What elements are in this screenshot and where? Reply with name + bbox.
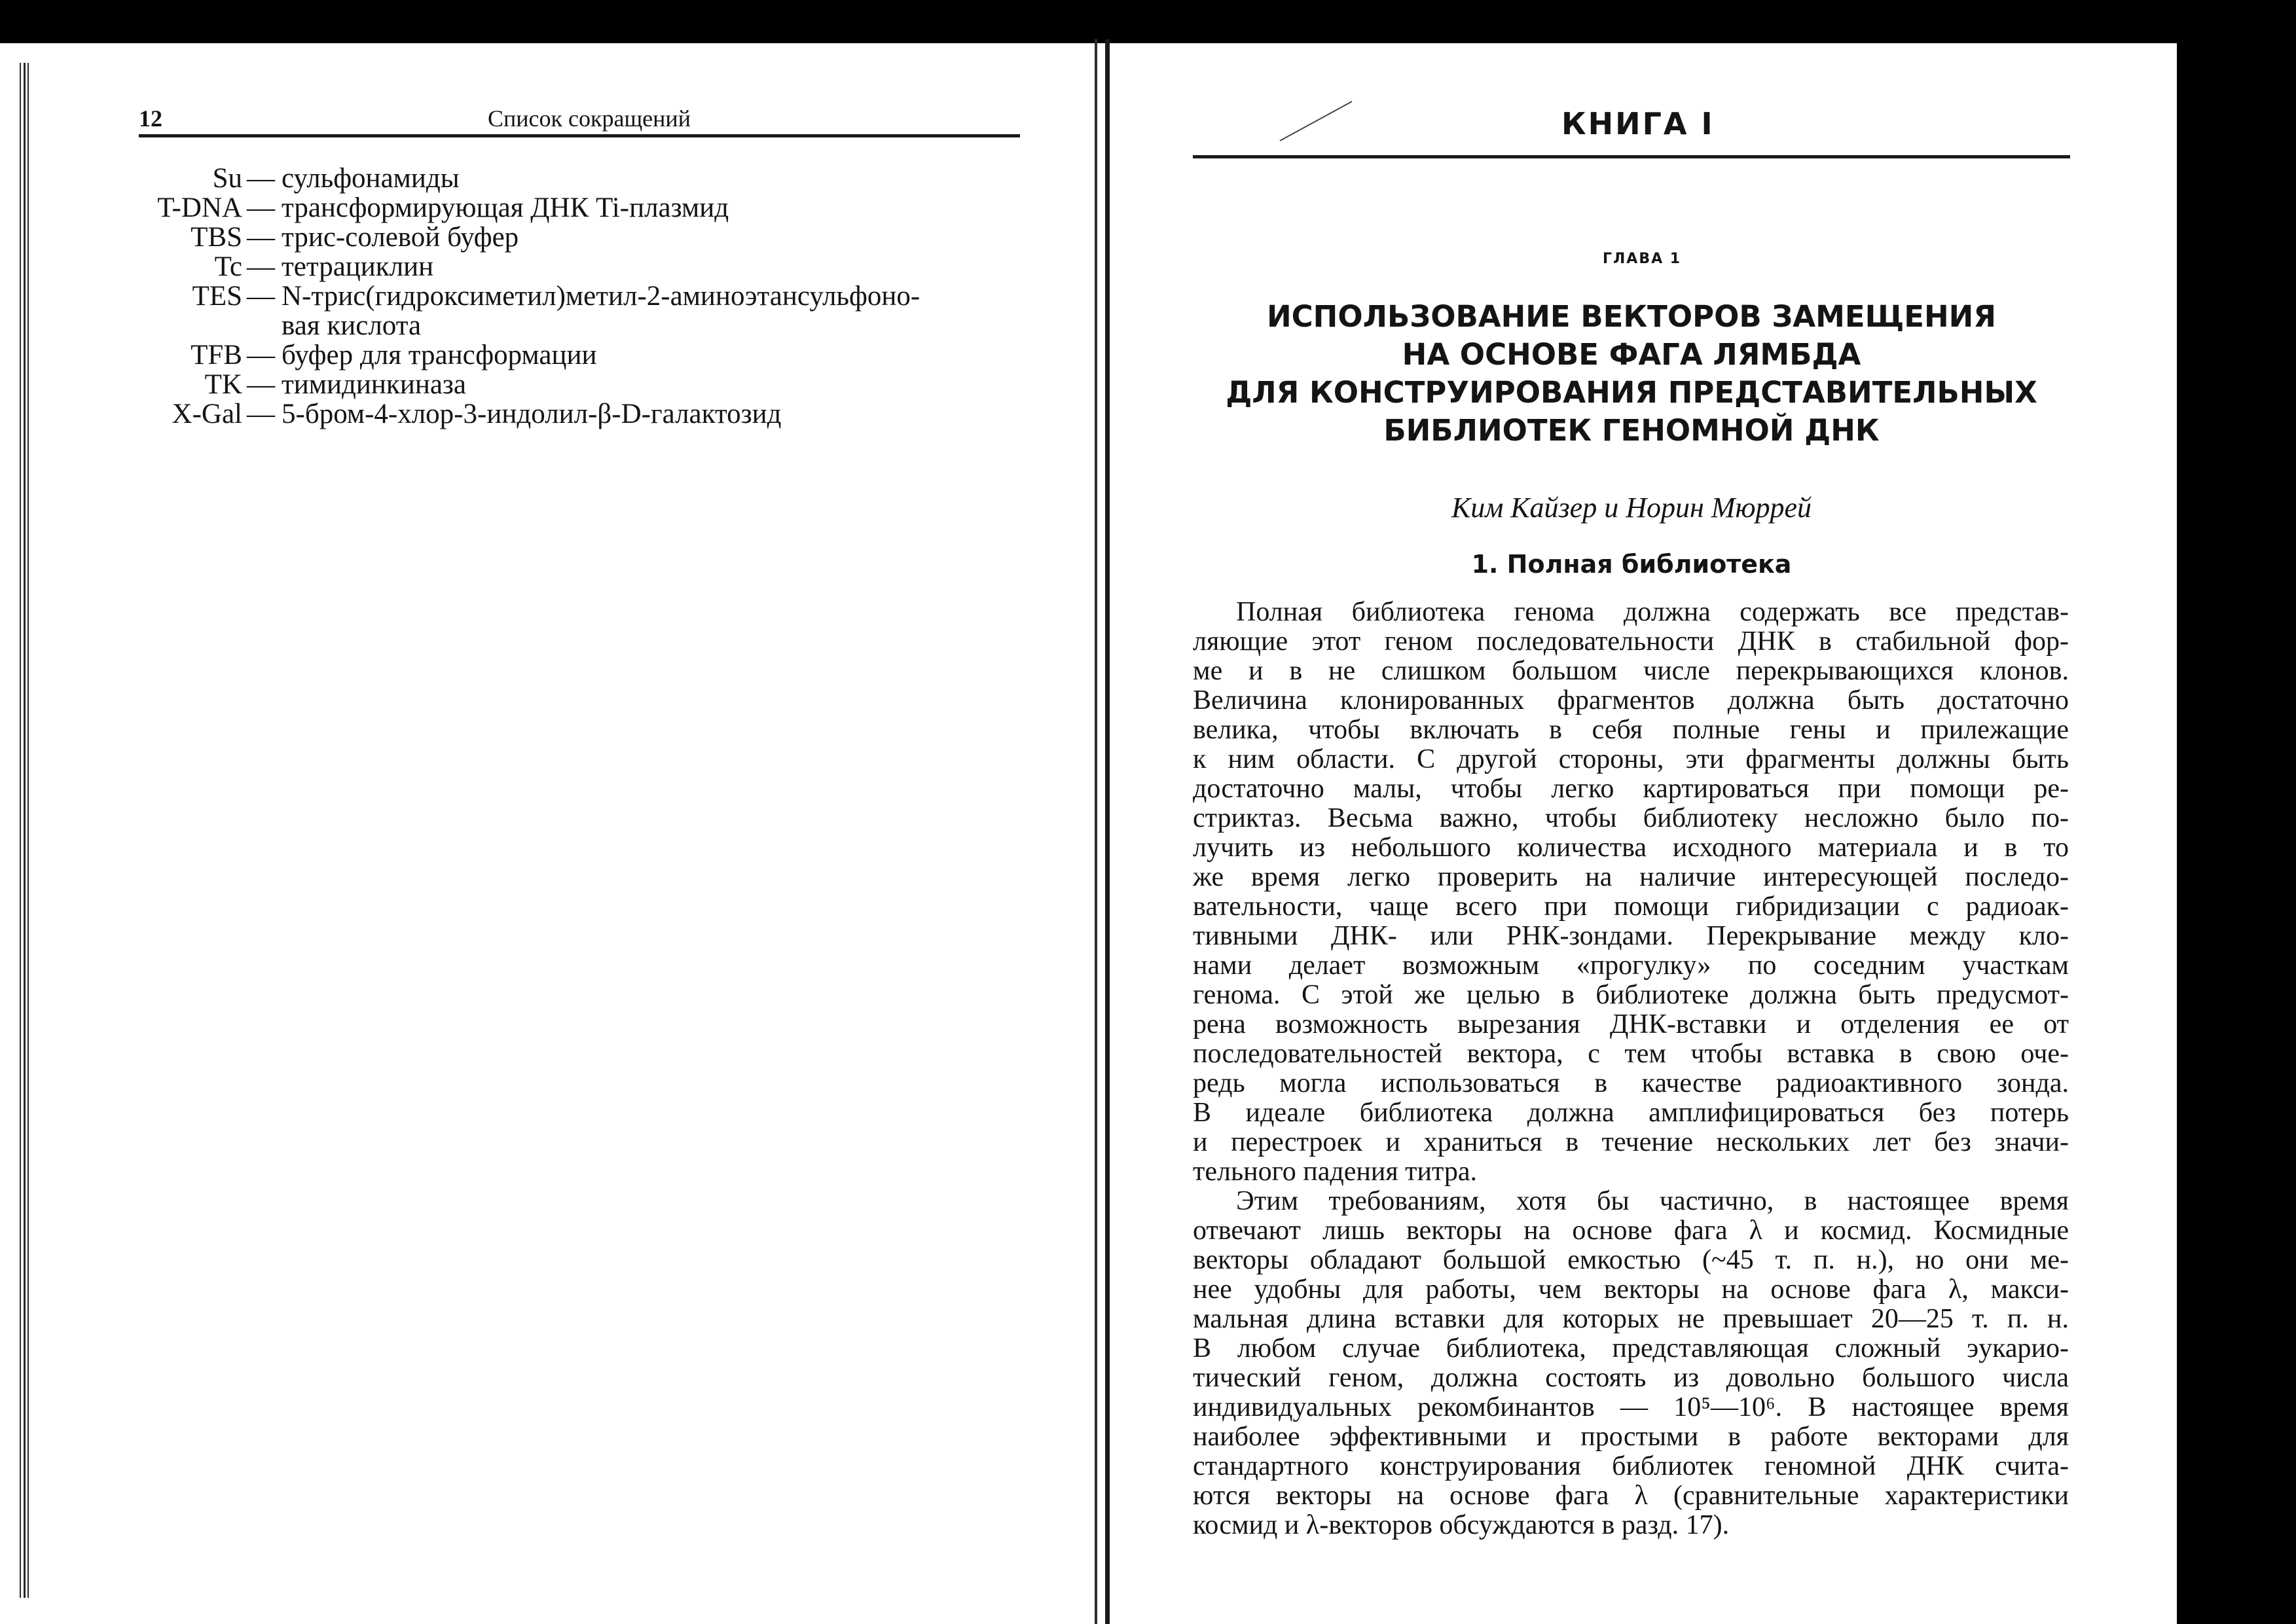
- abbreviation-row: [0, 164, 1021, 193]
- chapter-title: [1193, 298, 2070, 450]
- title-rule: [1193, 155, 2070, 158]
- running-head: Список сокращений: [488, 105, 691, 132]
- body-line: достаточно малы, чтобы легко картироваться при помощи ре-: [1193, 774, 2069, 804]
- chapter-title-line: БИБЛИОТЕК ГЕНОМНОЙ ДНК: [1383, 413, 1880, 448]
- body-text: [1193, 598, 2069, 1540]
- abbreviation-dash: —: [247, 163, 275, 194]
- abbreviation-dash: —: [247, 222, 275, 253]
- body-line: последовательностей вектора, с тем чтобы вставка в свою оче-: [1193, 1039, 2069, 1069]
- page-number: 12: [139, 105, 162, 132]
- body-line: наиболее эффективными и простыми в работе векторами для: [1193, 1422, 2069, 1452]
- abbreviation-term: TK: [204, 369, 242, 400]
- abbreviation-term: TBS: [191, 222, 242, 253]
- chapter-label: ГЛАВА 1: [1603, 251, 1682, 267]
- body-line: редь могла использоваться в качестве радиоактивного зонда.: [1193, 1068, 2069, 1098]
- body-line: индивидуальных рекомбинантов — 10⁵—10⁶. В настоящее время: [1193, 1392, 2069, 1422]
- chapter-title-line: ИСПОЛЬЗОВАНИЕ ВЕКТОРОВ ЗАМЕЩЕНИЯ: [1266, 299, 1996, 334]
- body-line: велика, чтобы включать в себя полные гены и прилежащие: [1193, 715, 2069, 745]
- body-line: генома. С этой же целью в библиотеке должна быть предусмот-: [1193, 980, 2069, 1010]
- abbreviation-row: [0, 340, 1021, 370]
- body-line: отвечают лишь векторы на основе фага λ и космид. Космидные: [1193, 1216, 2069, 1246]
- abbreviation-dash: —: [247, 340, 275, 370]
- abbreviation-definition: вая кислота: [282, 310, 422, 341]
- book-gutter-right: [1105, 39, 1110, 1624]
- abbreviation-definition: тимидинкиназа: [282, 369, 466, 400]
- abbreviation-definition: трансформирующая ДНК Ti-плазмид: [282, 192, 729, 223]
- abbreviation-definition: тетрациклин: [282, 251, 434, 282]
- abbreviation-row: [0, 370, 1021, 399]
- abbreviation-dash: —: [247, 281, 275, 312]
- abbreviation-term: Tc: [214, 251, 242, 282]
- body-line: ме и в не слишком большом числе перекрывающихся клонов.: [1193, 656, 2069, 686]
- body-line: ются векторы на основе фага λ (сравнительные характеристики: [1193, 1481, 2069, 1511]
- body-line: мальная длина вставки для которых не превышает 20—25 т. п. н.: [1193, 1304, 2069, 1334]
- abbreviation-list: [0, 164, 1021, 429]
- body-line: лучить из небольшого количества исходного материала и в то: [1193, 833, 2069, 863]
- abbreviation-row: [0, 281, 1021, 311]
- abbreviation-term: T-DNA: [157, 192, 242, 223]
- body-line: ляющие этот геном последовательности ДНК в стабильной фор-: [1193, 626, 2069, 657]
- abbreviation-definition: 5-бром-4-хлор-3-индолил-β-D-галактозид: [282, 399, 782, 429]
- abbreviation-row: [0, 193, 1021, 223]
- body-line: Полная библиотека генома должна содержать все представ-: [1236, 597, 2069, 627]
- abbreviation-term: TES: [192, 281, 242, 312]
- chapter-title-line: ДЛЯ КОНСТРУИРОВАНИЯ ПРЕДСТАВИТЕЛЬНЫХ: [1226, 375, 2037, 410]
- body-line: векторы обладают большой емкостью (~45 т. п. н.), но они ме-: [1193, 1245, 2069, 1275]
- body-line: вательности, чаще всего при помощи гибридизации с радиоак-: [1193, 892, 2069, 922]
- body-line: Величина клонированных фрагментов должна быть достаточно: [1193, 685, 2069, 715]
- pen-mark: [1277, 98, 1355, 144]
- abbreviation-dash: —: [247, 399, 275, 429]
- abbreviation-dash: —: [247, 251, 275, 282]
- section-heading: 1. Полная библиотека: [1471, 550, 1792, 579]
- abbreviation-row: [0, 252, 1021, 281]
- body-line: же время легко проверить на наличие интересующей последо-: [1193, 862, 2069, 892]
- chapter-title-line: НА ОСНОВЕ ФАГА ЛЯМБДА: [1402, 337, 1861, 372]
- body-line: космид и λ-векторов обсуждаются в разд. 17).: [1193, 1510, 1730, 1540]
- body-line: стандартного конструирования библиотек геномной ДНК счита-: [1193, 1451, 2069, 1481]
- body-line: Этим требованиям, хотя бы частично, в настоящее время: [1236, 1186, 2069, 1216]
- abbreviation-row: [0, 223, 1021, 252]
- header-rule: [139, 134, 1020, 137]
- body-line: В любом случае библиотека, представляющая сложный эукарио-: [1193, 1333, 2069, 1363]
- abbreviation-definition: N-трис(гидроксиметил)метил-2-аминоэтансульфоно-: [282, 281, 920, 312]
- scan-top-border: [0, 0, 2296, 43]
- body-line: тельного падения титра.: [1193, 1157, 1478, 1187]
- body-line: стриктаз. Весьма важно, чтобы библиотеку несложно было по-: [1193, 803, 2069, 833]
- body-line: и перестроек и храниться в течение нескольких лет без значи-: [1193, 1127, 2069, 1157]
- body-line: нее удобны для работы, чем векторы на основе фага λ, макси-: [1193, 1274, 2069, 1305]
- abbreviation-row: [0, 399, 1021, 429]
- abbreviation-term: Su: [212, 163, 242, 194]
- abbreviation-term: TFB: [191, 340, 242, 370]
- book-gutter-left: [1095, 39, 1097, 1624]
- body-line: рена возможность вырезания ДНК-вставки и отделения ее от: [1193, 1009, 2069, 1039]
- abbreviation-definition: сульфонамиды: [282, 163, 460, 194]
- body-line: тический геном, должна состоять из довольно большого числа: [1193, 1363, 2069, 1393]
- authors: Ким Кайзер и Норин Мюррей: [1451, 492, 1812, 524]
- body-line: нами делает возможным «прогулку» по соседним участкам: [1193, 950, 2069, 981]
- abbreviation-dash: —: [247, 192, 275, 223]
- abbreviation-dash: —: [247, 369, 275, 400]
- body-line: тивными ДНК- или РНК-зондами. Перекрывание между кло-: [1193, 921, 2069, 951]
- scan-right-border: [2177, 0, 2296, 1624]
- abbreviation-term: X-Gal: [172, 399, 242, 429]
- abbreviation-definition: трис-солевой буфер: [282, 222, 519, 253]
- book-title: КНИГА I: [1561, 106, 1715, 141]
- abbreviation-row: [0, 311, 1021, 340]
- body-line: к ним области. С другой стороны, эти фрагменты должны быть: [1193, 744, 2069, 774]
- body-line: В идеале библиотека должна амплифицироваться без потерь: [1193, 1098, 2069, 1128]
- abbreviation-definition: буфер для трансформации: [282, 340, 597, 370]
